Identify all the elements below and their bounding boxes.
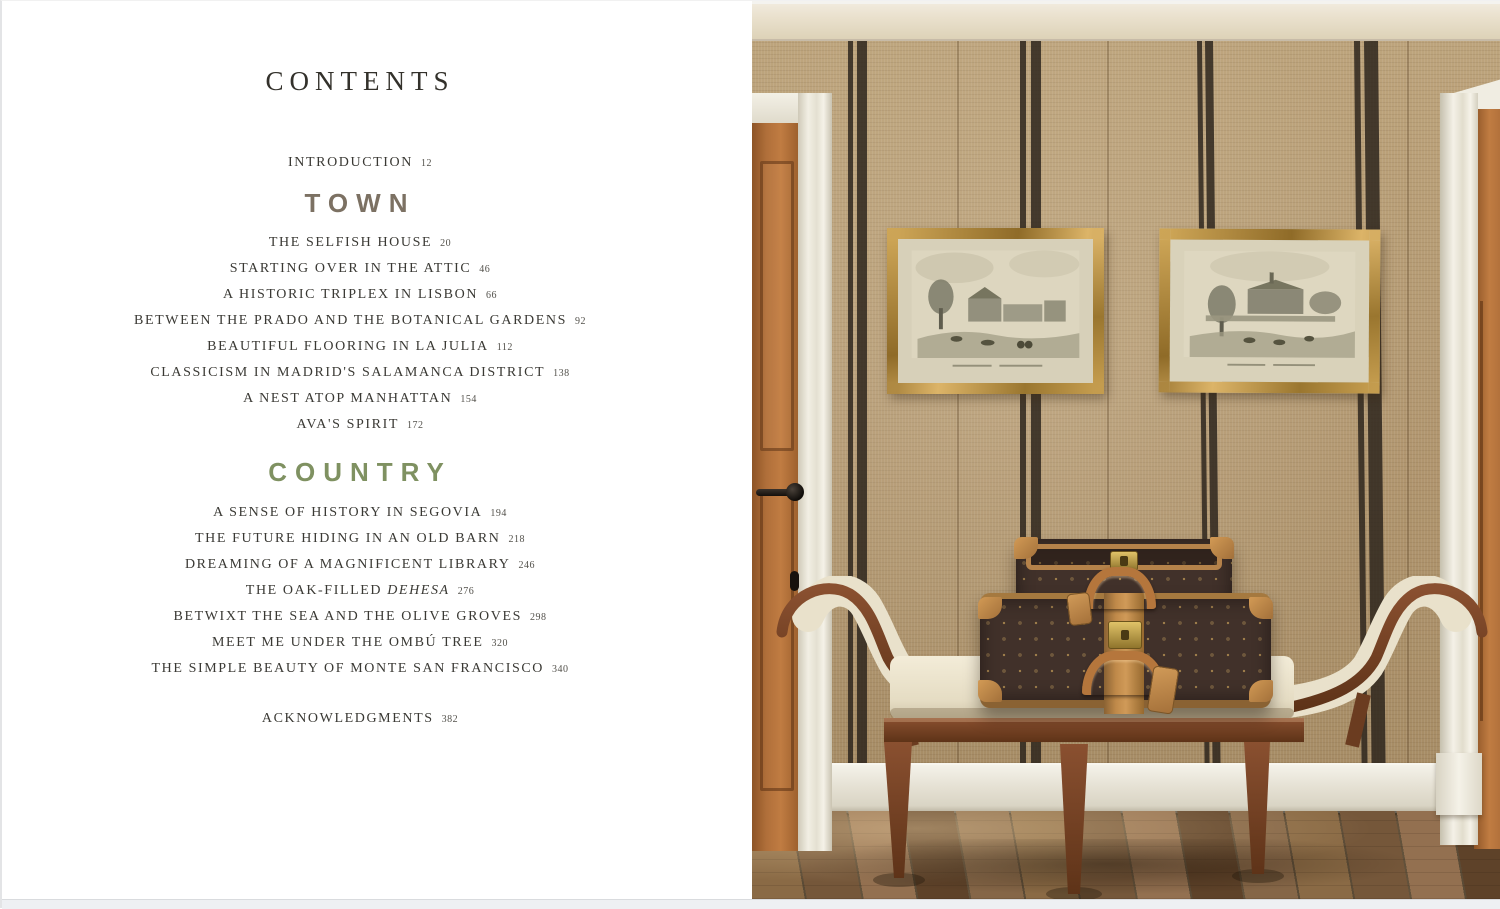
toc-entry-page-number: 218 (508, 534, 526, 545)
suitcase-corner-guard (1249, 597, 1273, 619)
toc-entry-title: A SENSE OF HISTORY IN SEGOVIA (213, 505, 483, 520)
bench-leg (1244, 742, 1270, 874)
engraving-left (898, 239, 1093, 383)
toc-entry-title: THE SELFISH HOUSE (268, 235, 433, 250)
left-door-panel (760, 161, 794, 451)
toc-entry (2, 500, 718, 526)
brass-lock (1108, 621, 1142, 649)
bench-leg (884, 742, 912, 878)
luggage-tag (1066, 592, 1093, 627)
toc-entry (2, 526, 718, 552)
engraving-right (1170, 239, 1370, 382)
country-chapter-list (2, 500, 718, 682)
toc-entry-page-number: 320 (491, 638, 508, 649)
page-title: CONTENTS (265, 66, 455, 96)
toc-entry (2, 386, 718, 412)
toc-entry-page-number: 92 (574, 316, 586, 327)
toc-entry-title: BETWEEN THE PRADO AND THE BOTANICAL GARDENS (134, 313, 567, 328)
suitcase-corner-guard (1249, 680, 1273, 702)
photo-top-edge (752, 1, 1500, 4)
toc-entry-page-number: 340 (552, 664, 569, 675)
toc-entry-page-number: 46 (479, 264, 491, 275)
toc-entry-title: AVA'S SPIRIT (296, 417, 400, 432)
bench-leg (1060, 744, 1088, 894)
toc-entry-page-number: 194 (490, 508, 507, 519)
toc-entry (2, 308, 718, 334)
picture-frame-right (1159, 228, 1381, 393)
toc-entry-page-number: 154 (460, 394, 477, 405)
toc-entry-title: MEET ME UNDER THE OMBÚ TREE (212, 635, 484, 650)
suitcase-bottom (980, 593, 1271, 708)
bench-arm-right (1287, 589, 1482, 746)
town-chapter-list (2, 230, 718, 438)
suitcase-corner-guard (978, 597, 1002, 619)
toc-entry-page-number: 298 (529, 612, 547, 623)
toc-entry-title: CLASSICISM IN MADRID'S SALAMANCA DISTRICT (150, 365, 546, 380)
ceiling (752, 1, 1500, 41)
toc-entry-label: INTRODUCTION (288, 155, 413, 170)
left-door-trim (752, 93, 804, 127)
suitcase-corner-guard (978, 680, 1002, 702)
toc-entry-page-number: 276 (457, 586, 475, 597)
toc-entry-acknowledgments (2, 707, 718, 731)
luggage-tag (1147, 665, 1180, 715)
toc-entry-title: THE OAK-FILLED DEHESA (245, 583, 450, 598)
toc-entry (2, 282, 718, 308)
toc-entry (2, 334, 718, 360)
toc-entry (2, 360, 718, 386)
toc-entry (2, 604, 718, 630)
door-handle-rosette (786, 483, 804, 501)
toc-entry (2, 256, 718, 282)
toc-entry-page-number: 66 (486, 290, 498, 301)
toc-entry (2, 630, 718, 656)
toc-entry-introduction (2, 151, 718, 175)
interior-photo (752, 1, 1500, 899)
contents-page (2, 1, 750, 899)
toc-entry (2, 412, 718, 438)
toc-entry-title: DREAMING OF A MAGNIFICENT LIBRARY (184, 557, 511, 572)
toc-entry-page-number: 138 (553, 368, 570, 379)
toc-entry (2, 578, 718, 604)
toc-entry-page-number: 12 (420, 158, 432, 169)
toc-entry (2, 552, 718, 578)
toc-entry-title: THE FUTURE HIDING IN AN OLD BARN (194, 531, 501, 546)
toc-entry-page-number: 20 (440, 238, 452, 249)
toc-entry-page-number: 382 (441, 714, 459, 725)
toc-entry (2, 230, 718, 256)
section-heading-town: TOWN (304, 188, 416, 218)
toc-entry-title: BETWIXT THE SEA AND THE OLIVE GROVES (173, 609, 522, 624)
toc-entry-page-number: 112 (496, 342, 513, 353)
toc-entry-page-number: 246 (518, 560, 536, 571)
toc-entry-title: A HISTORIC TRIPLEX IN LISBON (222, 287, 479, 302)
toc-entry-title: A NEST ATOP MANHATTAN (243, 391, 453, 406)
toc-entry-title: THE SIMPLE BEAUTY OF MONTE SAN FRANCISCO (151, 661, 544, 676)
toc-entry (2, 656, 718, 682)
toc-entry-title: STARTING OVER IN THE ATTIC (229, 261, 472, 276)
toc-entry-label: ACKNOWLEDGMENTS (261, 711, 434, 726)
toc-entry-page-number: 172 (407, 420, 424, 431)
section-heading-country: COUNTRY (268, 457, 452, 487)
toc-entry-title: BEAUTIFUL FLOORING IN LA JULIA (207, 339, 489, 354)
picture-frame-left (887, 228, 1104, 394)
